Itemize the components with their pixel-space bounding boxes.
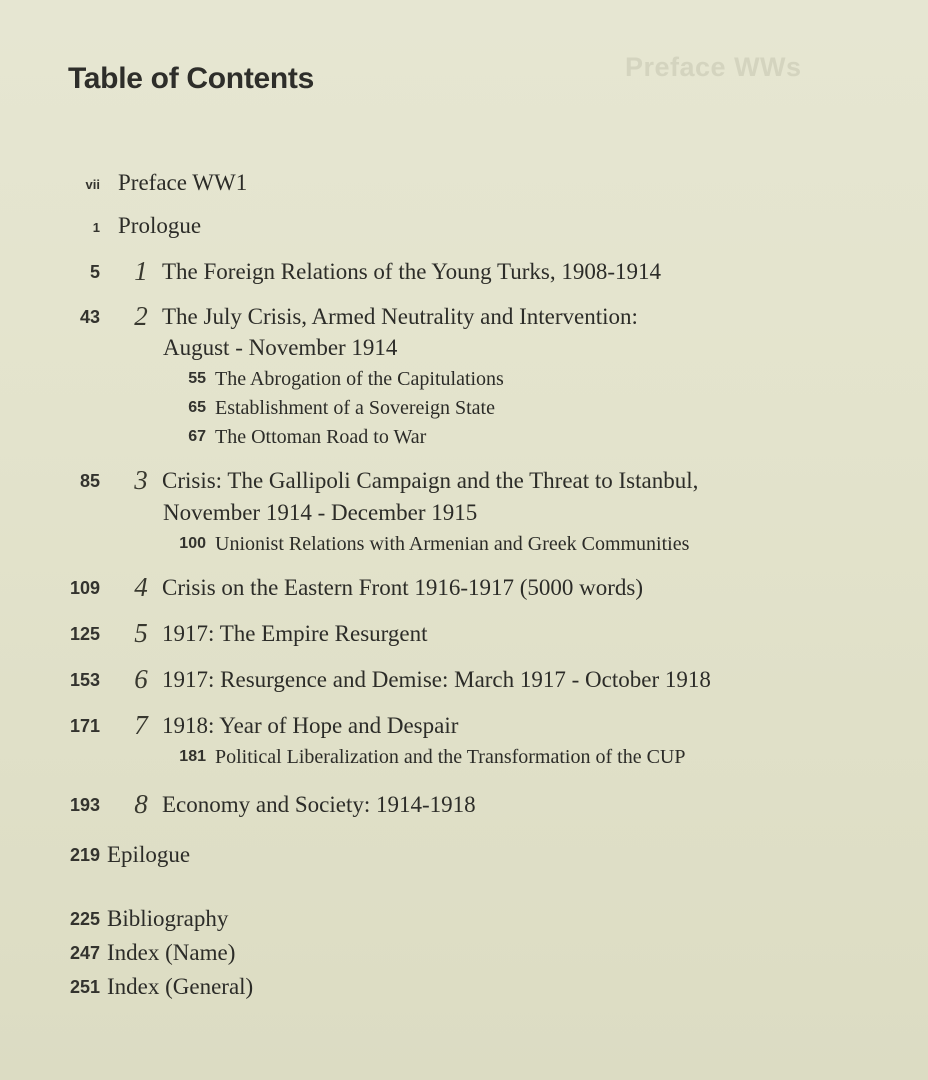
page-number: 193 bbox=[69, 795, 100, 815]
chapter-title-continued: November 1914 - December 1915 bbox=[163, 500, 478, 525]
toc-chapter-4[interactable] bbox=[0, 573, 928, 605]
chapter-title: Economy and Society: 1914-1918 bbox=[162, 792, 476, 817]
toc-entry-preface[interactable] bbox=[0, 168, 928, 200]
toc-section-100[interactable] bbox=[0, 531, 928, 563]
chapter-number: 5 bbox=[134, 618, 148, 648]
chapter-title: 1917: Resurgence and Demise: March 1917 - October 1918 bbox=[162, 667, 711, 692]
page-number: 85 bbox=[79, 471, 100, 491]
chapter-title: 1917: The Empire Resurgent bbox=[162, 621, 428, 646]
page-number: 247 bbox=[69, 943, 100, 963]
chapter-number: 6 bbox=[134, 664, 148, 694]
toc-entry-index-general[interactable] bbox=[0, 972, 928, 1004]
entry-label: Index (General) bbox=[107, 974, 254, 999]
section-title: The Ottoman Road to War bbox=[215, 426, 427, 448]
page-number: 251 bbox=[69, 977, 100, 997]
section-title: Establishment of a Sovereign State bbox=[215, 397, 495, 419]
chapter-number: 8 bbox=[134, 789, 148, 819]
chapter-title: The July Crisis, Armed Neutrality and Intervention: bbox=[162, 304, 638, 329]
toc-entry-prologue[interactable] bbox=[0, 211, 928, 243]
page-number: 55 bbox=[188, 370, 206, 387]
page-number: vii bbox=[85, 177, 100, 192]
entry-label: Index (Name) bbox=[107, 940, 236, 965]
toc-chapter-1[interactable] bbox=[0, 257, 928, 289]
entry-label: Epilogue bbox=[107, 842, 191, 867]
page-title: Table of Contents bbox=[68, 62, 315, 95]
page-number: 67 bbox=[188, 428, 206, 445]
entry-label: Prologue bbox=[118, 213, 202, 238]
page-number: 171 bbox=[69, 716, 100, 736]
page-number: 219 bbox=[69, 845, 100, 865]
page-number: 100 bbox=[179, 535, 206, 552]
chapter-number: 3 bbox=[134, 465, 148, 495]
toc-section-65[interactable] bbox=[0, 395, 928, 427]
entry-label: Preface WW1 bbox=[118, 170, 248, 195]
toc-chapter-7[interactable] bbox=[0, 711, 928, 743]
section-title: The Abrogation of the Capitulations bbox=[215, 368, 504, 390]
page-number: 65 bbox=[188, 399, 206, 416]
toc-chapter-3[interactable] bbox=[0, 466, 928, 498]
section-title: Political Liberalization and the Transformation of the CUP bbox=[215, 746, 686, 768]
chapter-number: 2 bbox=[134, 301, 148, 331]
chapter-title: Crisis: The Gallipoli Campaign and the Threat to Istanbul, bbox=[162, 468, 699, 493]
chapter-number: 7 bbox=[134, 710, 148, 740]
toc-section-67[interactable] bbox=[0, 424, 928, 456]
toc-chapter-5[interactable] bbox=[0, 619, 928, 651]
page-number: 43 bbox=[79, 307, 100, 327]
toc-entry-index-name[interactable] bbox=[0, 938, 928, 970]
page-number: 181 bbox=[179, 748, 206, 765]
chapter-title: 1918: Year of Hope and Despair bbox=[162, 713, 459, 738]
show-through-text: Preface WWs bbox=[625, 52, 802, 82]
toc-entry-epilogue[interactable] bbox=[0, 840, 928, 872]
chapter-number: 4 bbox=[134, 572, 148, 602]
chapter-title: Crisis on the Eastern Front 1916-1917 (5000 words) bbox=[162, 575, 644, 600]
page-number: 109 bbox=[69, 578, 100, 598]
chapter-title: The Foreign Relations of the Young Turks, 1908-1914 bbox=[162, 259, 661, 284]
toc-chapter-6[interactable] bbox=[0, 665, 928, 697]
page-number: 5 bbox=[89, 262, 100, 282]
page-number: 1 bbox=[92, 220, 100, 235]
chapter-title-continued: August - November 1914 bbox=[163, 335, 398, 360]
entry-label: Bibliography bbox=[107, 906, 229, 931]
chapter-number: 1 bbox=[134, 256, 148, 286]
toc-chapter-2-cont bbox=[0, 333, 928, 365]
section-title: Unionist Relations with Armenian and Greek Communities bbox=[215, 533, 690, 555]
toc-chapter-3-cont bbox=[0, 498, 928, 530]
toc-chapter-2[interactable] bbox=[0, 302, 928, 334]
toc-chapter-8[interactable] bbox=[0, 790, 928, 822]
toc-section-181[interactable] bbox=[0, 744, 928, 776]
page-number: 153 bbox=[69, 670, 100, 690]
page-number: 125 bbox=[69, 624, 100, 644]
page-number: 225 bbox=[69, 909, 100, 929]
toc-section-55[interactable] bbox=[0, 366, 928, 398]
toc-entry-bibliography[interactable] bbox=[0, 904, 928, 936]
